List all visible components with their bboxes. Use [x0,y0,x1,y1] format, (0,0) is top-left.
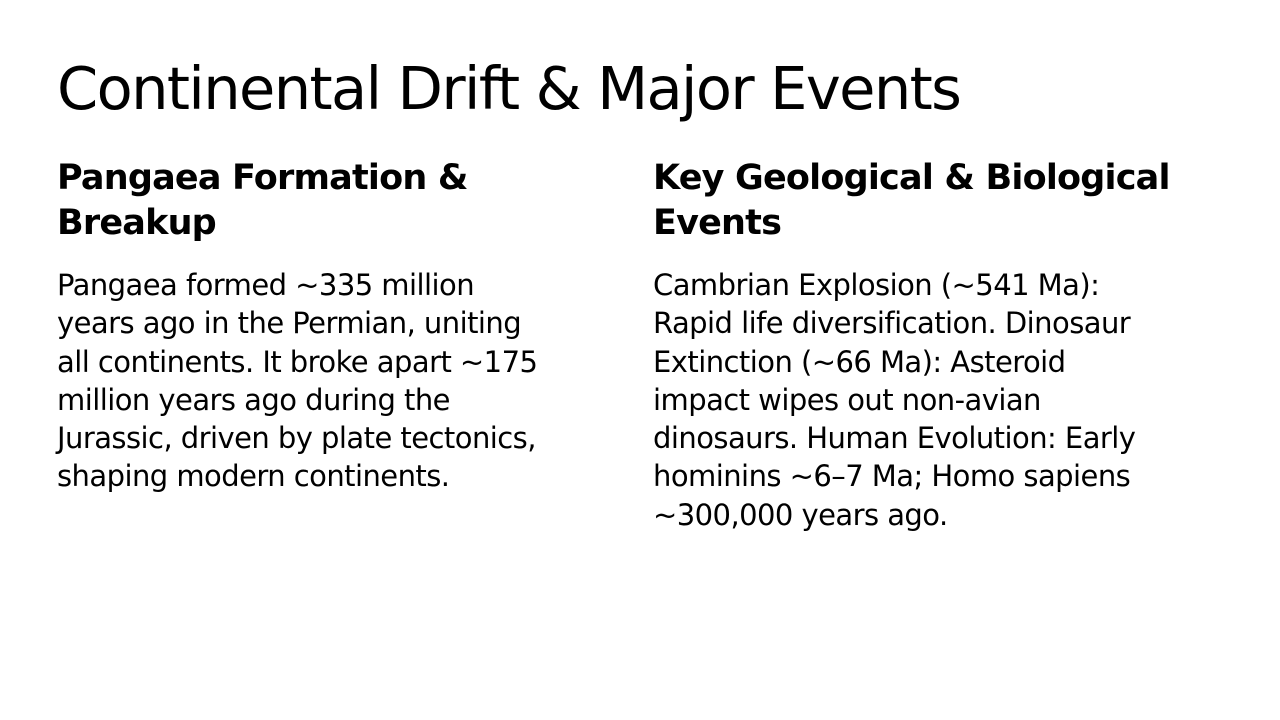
pangaea-body-line: years ago in the Permian, uniting [57,306,522,341]
key-events-body-line: impact wipes out non-avian [653,382,1041,417]
pangaea-section [57,156,587,496]
key-events-body-line: ~300,000 years ago. [653,497,948,532]
key-events-body-line: Rapid life diversification. Dinosaur [653,306,1131,341]
key-events-heading-line: Key Geological & Biological [653,158,1170,198]
pangaea-body-line: Jurassic, driven by plate tectonics, [57,421,536,456]
key-events-section [653,156,1183,534]
pangaea-body-line: shaping modern continents. [57,459,450,494]
pangaea-body [57,266,587,496]
pangaea-body-line: million years ago during the [57,382,450,417]
key-events-body-line: dinosaurs. Human Evolution: Early [653,421,1136,456]
key-events-body-line: hominins ~6–7 Ma; Homo sapiens [653,459,1131,494]
key-events-body-line: Extinction (~66 Ma): Asteroid [653,344,1066,379]
key-events-heading-line: Events [653,203,782,243]
pangaea-heading-line: Breakup [57,203,216,243]
pangaea-heading-line: Pangaea Formation & [57,158,468,198]
key-events-heading [653,156,1183,246]
pangaea-body-line: Pangaea formed ~335 million [57,268,475,302]
pangaea-heading [57,156,587,246]
pangaea-body-line: all continents. It broke apart ~175 [57,344,538,379]
slide-title: Continental Drift & Major Events [57,54,961,123]
key-events-body-line: Cambrian Explosion (~541 Ma): [653,268,1100,302]
key-events-body [653,266,1183,534]
